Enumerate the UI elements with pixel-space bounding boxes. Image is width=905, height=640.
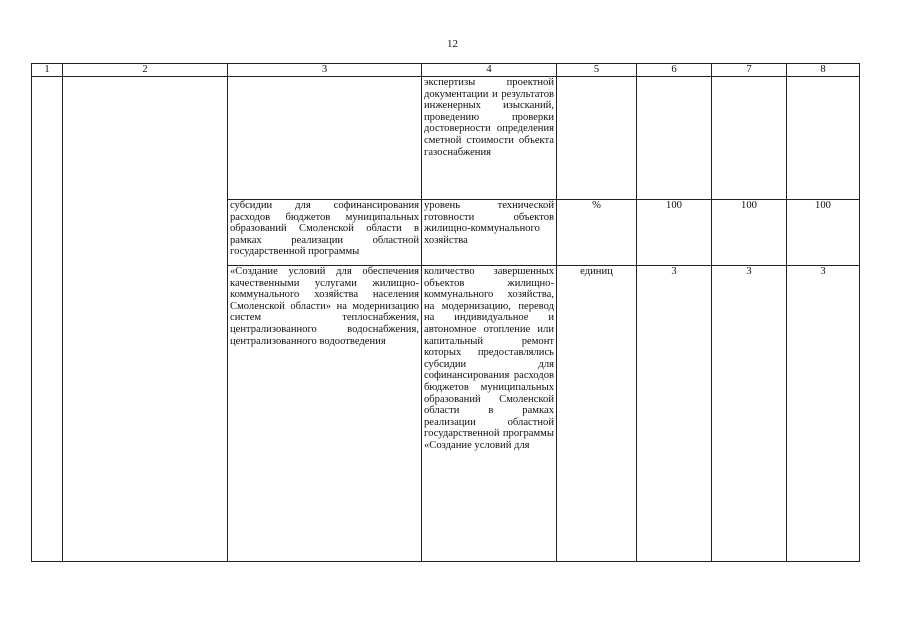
unit-cell: единиц <box>557 266 637 562</box>
cell-col-8-empty <box>787 77 860 200</box>
header-col-2: 2 <box>63 64 228 77</box>
header-col-6: 6 <box>637 64 712 77</box>
header-col-7: 7 <box>712 64 787 77</box>
cell-col-1-empty <box>32 77 63 562</box>
header-col-8: 8 <box>787 64 860 77</box>
value-cell-col-6: 3 <box>637 266 712 562</box>
header-col-4: 4 <box>422 64 557 77</box>
header-col-5: 5 <box>557 64 637 77</box>
header-col-1: 1 <box>32 64 63 77</box>
cell-col-2-empty <box>63 77 228 562</box>
cell-col-3-empty <box>228 77 422 200</box>
value-cell-col-7: 3 <box>712 266 787 562</box>
indicator-text-cell: уровень технической готовности объектов жилищно-коммунального хозяйства <box>422 200 557 266</box>
value-cell-col-8: 100 <box>787 200 860 266</box>
cell-col-7-empty <box>712 77 787 200</box>
page-number: 12 <box>447 38 458 50</box>
cell-col-6-empty <box>637 77 712 200</box>
cell-col-5-empty <box>557 77 637 200</box>
subsidy-description-part2: «Создание условий для обеспечения качественными услугами жилищно-коммунального хозяйства населения Смоленской области» на модернизацию систем теплоснабжения, централизованного водоснабжения, централизованного водоотведения <box>228 266 422 562</box>
table-row <box>32 77 860 200</box>
indicator-text-cell: экспертизы проектной документации и результатов инженерных изысканий, проведению проверки достоверности определения сметной стоимости объекта газоснабжения <box>422 77 557 200</box>
column-number-header-row <box>32 64 860 77</box>
unit-cell: % <box>557 200 637 266</box>
indicator-text-cell: количество завершенных объектов жилищно-коммунального хозяйства, на модернизацию, перевод на индивидуальное и автономное отопление или капитальный ремонт которых предоставлялись субсидии для софинансирования расходов бюджетов муниципальных образований Смоленской области в рамках реализации областной государственной программы «Создание условий для <box>422 266 557 562</box>
value-cell-col-8: 3 <box>787 266 860 562</box>
subsidy-description-part1: субсидии для софинансирования расходов бюджетов муниципальных образований Смоленской области в рамках реализации областной государственной программы <box>228 200 422 266</box>
indicator-table <box>31 63 860 562</box>
value-cell-col-7: 100 <box>712 200 787 266</box>
header-col-3: 3 <box>228 64 422 77</box>
value-cell-col-6: 100 <box>637 200 712 266</box>
